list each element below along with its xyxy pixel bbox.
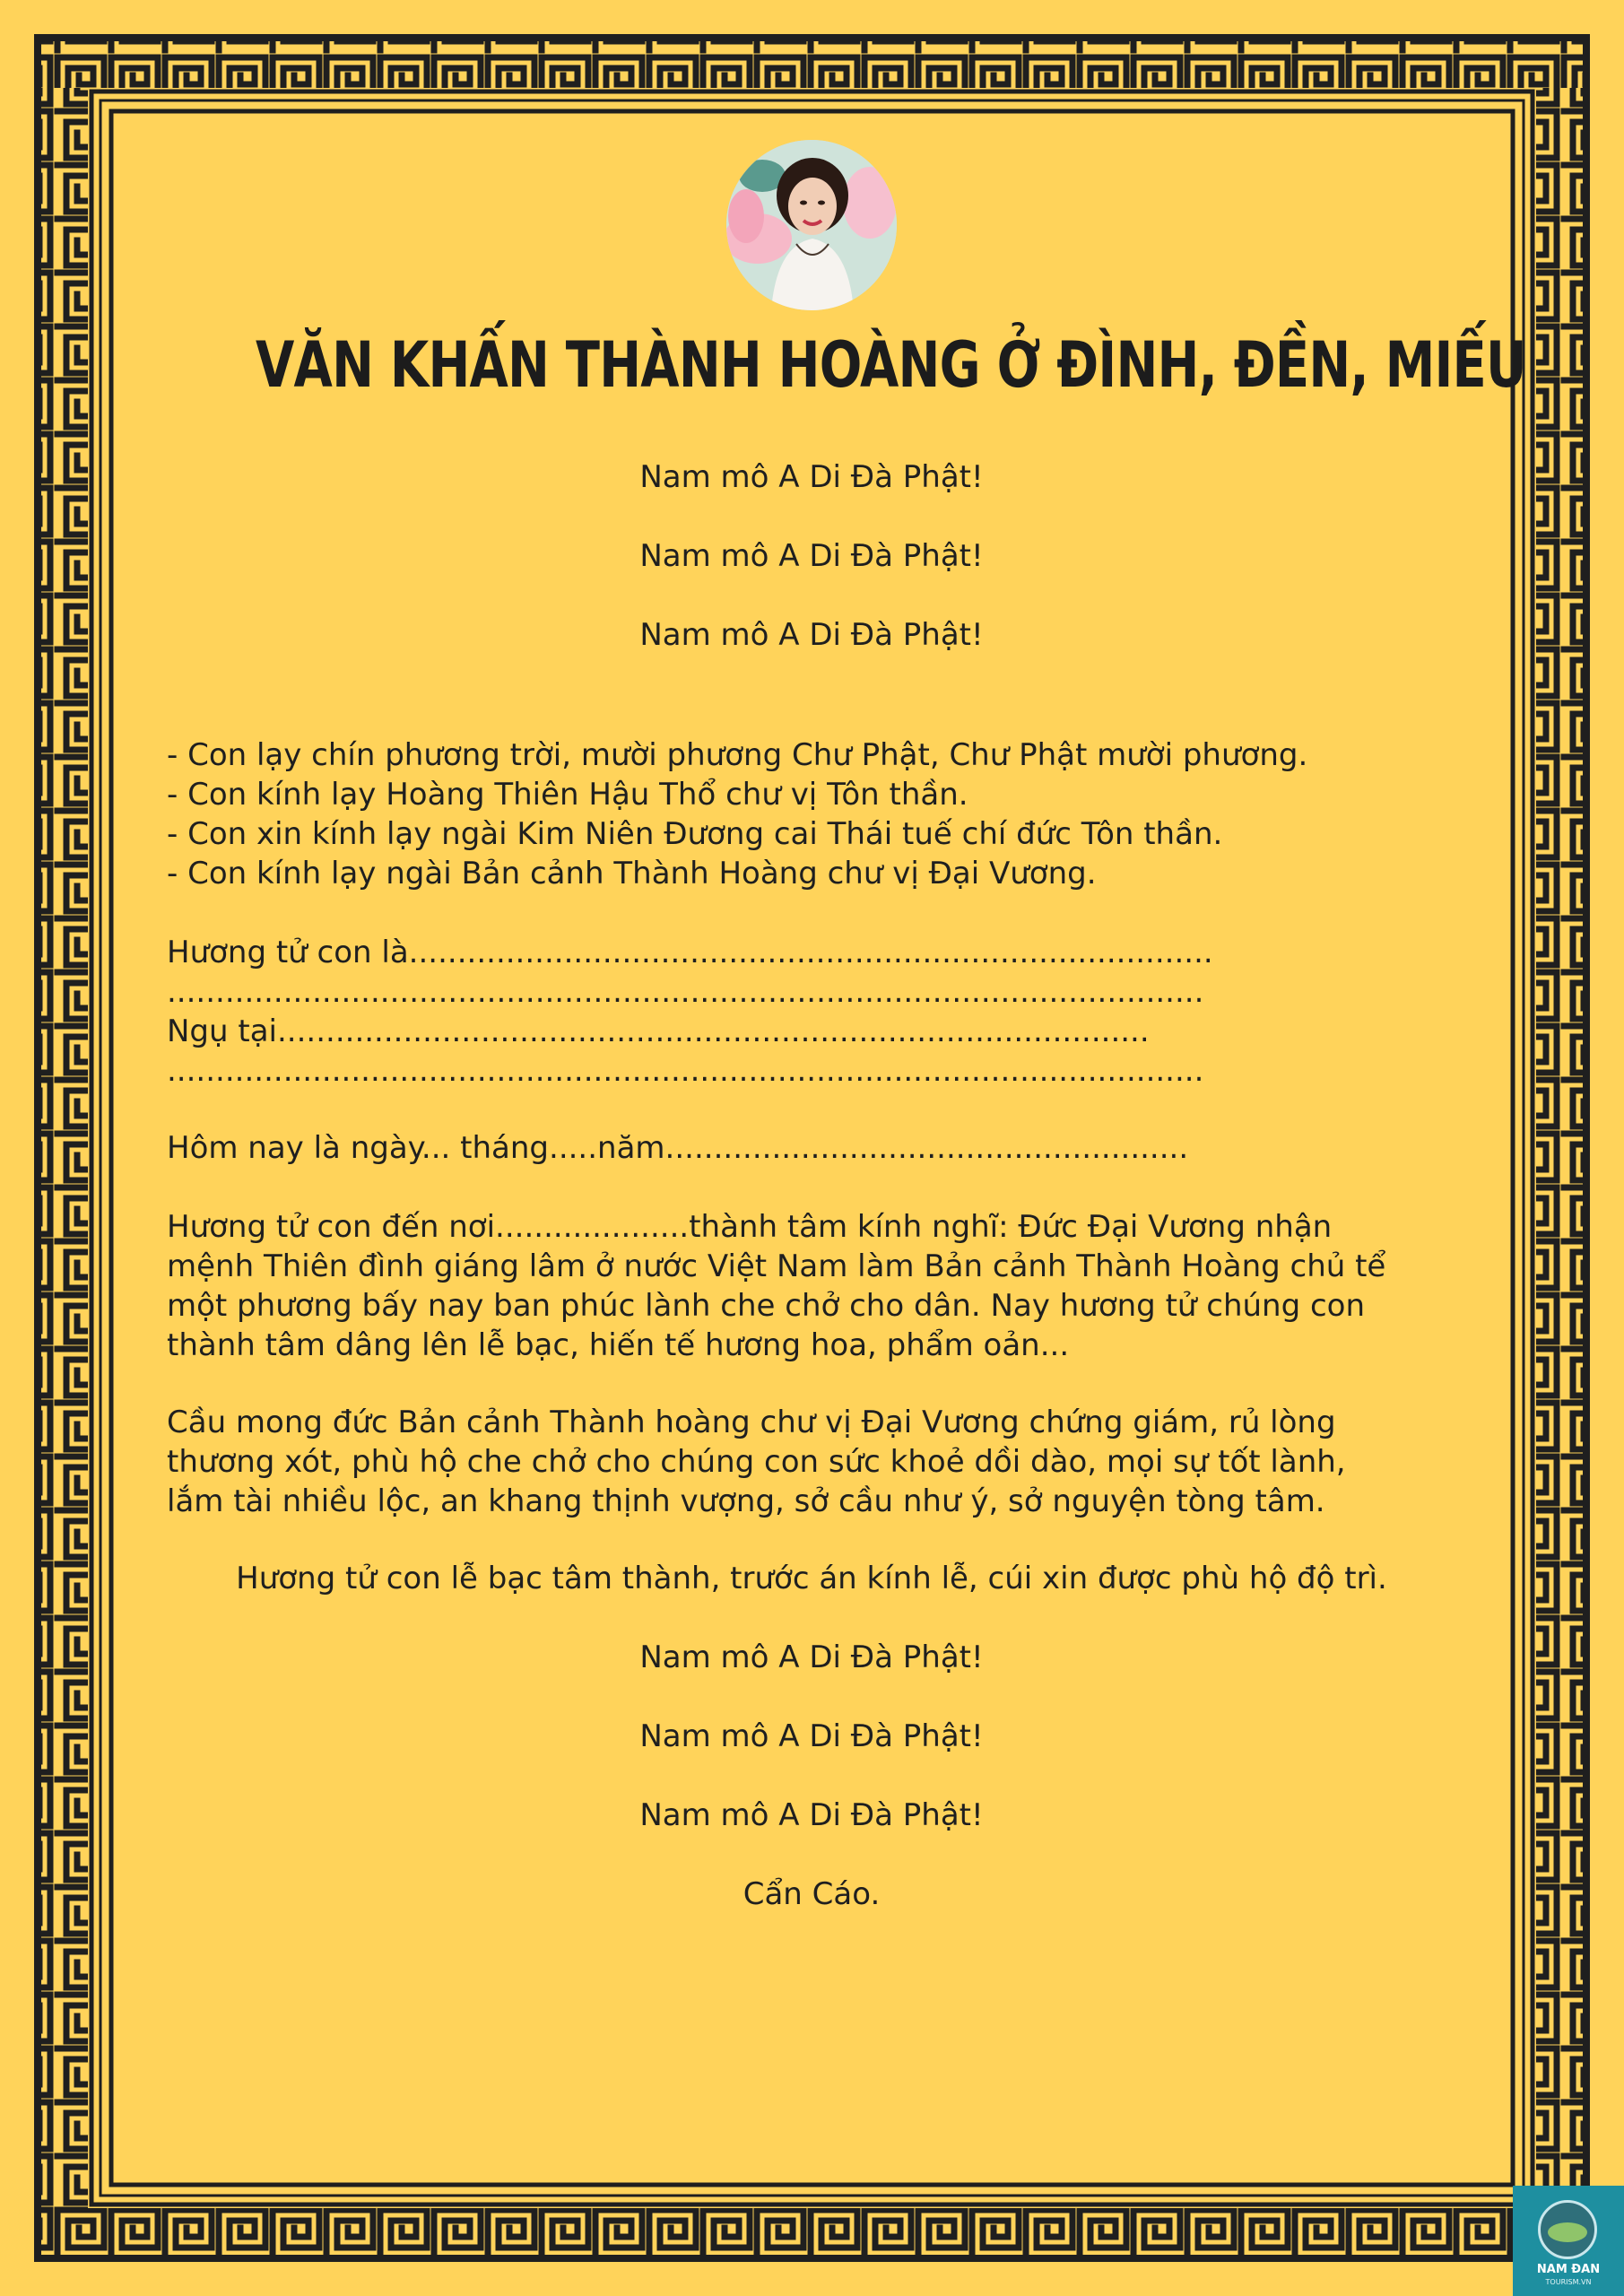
border-top (41, 41, 1583, 88)
globe-icon (1538, 2200, 1597, 2259)
opening-chant: Nam mô A Di Đà Phật! (639, 617, 984, 653)
border-bottom (41, 2208, 1583, 2255)
page-title: VĂN KHẤN THÀNH HOÀNG Ở ĐÌNH, ĐỀN, MIẾU (256, 328, 1526, 402)
paragraph-one-line: mệnh Thiên đình giáng lâm ở nước Việt Nam làm Bản cảnh Thành Hoàng chủ tể (167, 1248, 1386, 1284)
address-field-continuation: ........................................................................................................... (167, 1053, 1204, 1089)
closing-chant: Nam mô A Di Đà Phật! (639, 1797, 984, 1833)
opening-chant: Nam mô A Di Đà Phật! (639, 459, 984, 495)
logo-site: TOURISM.VN (1545, 2278, 1592, 2286)
paragraph-two-line: lắm tài nhiều lộc, an khang thịnh vượng, sở cầu như ý, sở nguyện tòng tâm. (167, 1483, 1325, 1519)
name-field-line: Hương tử con là................................................................................... (167, 935, 1213, 970)
prostration-line: - Con xin kính lạy ngài Kim Niên Đương cai Thái tuế chí đức Tôn thần. (167, 816, 1223, 852)
paragraph-one-line: thành tâm dâng lên lễ bạc, hiến tế hương hoa, phẩm oản... (167, 1327, 1070, 1363)
date-line: Hôm nay là ngày... tháng.....năm...................................................... (167, 1130, 1189, 1166)
paragraph-two-line: thương xót, phù hộ che chở cho chúng con sức khoẻ dồi dào, mọi sự tốt lành, (167, 1444, 1346, 1480)
paragraph-one-line: Hương tử con đến nơi....................thành tâm kính nghĩ: Đức Đại Vương nhận (167, 1209, 1333, 1245)
closing-chant: Nam mô A Di Đà Phật! (639, 1718, 984, 1754)
border-left (41, 88, 88, 2208)
paragraph-one-line: một phương bấy nay ban phúc lành che chở cho dân. Nay hương tử chúng con (167, 1288, 1366, 1324)
author-avatar (726, 140, 897, 310)
closing-chant: Nam mô A Di Đà Phật! (639, 1639, 984, 1675)
nam-dan-tourism-logo (1513, 2186, 1624, 2296)
sign-off: Cẩn Cáo. (743, 1876, 881, 1912)
paragraph-two-line: Cầu mong đức Bản cảnh Thành hoàng chư vị Đại Vương chứng giám, rủ lòng (167, 1405, 1336, 1440)
prostration-line: - Con kính lạy ngài Bản cảnh Thành Hoàng chư vị Đại Vương. (167, 856, 1097, 891)
name-field-continuation: ........................................................................................................... (167, 974, 1204, 1010)
prostration-line: - Con lạy chín phương trời, mười phương Chư Phật, Chư Phật mười phương. (167, 737, 1308, 773)
logo-name: NAM ĐAN (1536, 2263, 1601, 2276)
address-field-line: Ngụ tại.......................................................................................... (167, 1013, 1150, 1049)
border-right (1536, 88, 1583, 2208)
prostration-line: - Con kính lạy Hoàng Thiên Hậu Thổ chư vị Tôn thần. (167, 777, 968, 813)
prayer-document (117, 126, 1526, 2152)
opening-chant: Nam mô A Di Đà Phật! (639, 538, 984, 574)
offering-line: Hương tử con lễ bạc tâm thành, trước án kính lễ, cúi xin được phù hộ độ trì. (236, 1561, 1387, 1596)
